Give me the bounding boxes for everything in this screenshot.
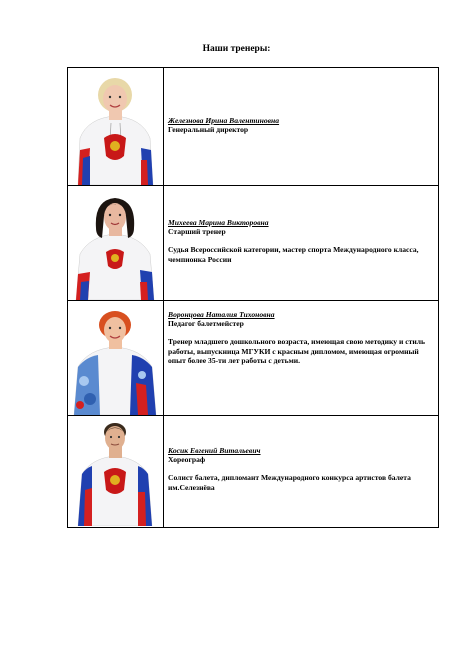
coach-row [68, 68, 438, 186]
coach-description: Судья Всероссийской категории, мастер спорта Международного класса, чемпионка России [168, 245, 419, 264]
coach-name: Косик Евгений Витальевич [168, 446, 261, 455]
coaches-table [67, 67, 439, 528]
coach-name: Железнова Ирина Валентиновна [168, 116, 280, 125]
coach-name: Воронцова Наталия Тихоновна [168, 310, 275, 319]
coach-row [68, 301, 438, 416]
page-title: Наши тренеры: [202, 44, 271, 54]
coach-description: Солист балета, дипломант Международного конкурса артистов балета им.Селезнёва [168, 473, 411, 492]
coach-photo [68, 186, 164, 300]
coach-photo [68, 416, 164, 527]
coach-role: Генеральный директор [168, 125, 249, 135]
coach-row [68, 416, 438, 527]
coach-role: Хореограф [168, 455, 206, 465]
coach-role: Педагог балетмейстер [168, 319, 244, 329]
coach-name: Михеева Марина Викторовна [168, 218, 269, 227]
coach-photo [68, 301, 164, 415]
coach-role: Старший тренер [168, 227, 226, 237]
coach-row [68, 186, 438, 301]
coach-photo [68, 68, 164, 185]
coach-description: Тренер младшего дошкольного возраста, имеющая свою методику и стиль работы, выпускница МГУКИ с красным дипломом, имеющая огромный опыт более 35-ти лет работы с детьми. [168, 337, 425, 365]
